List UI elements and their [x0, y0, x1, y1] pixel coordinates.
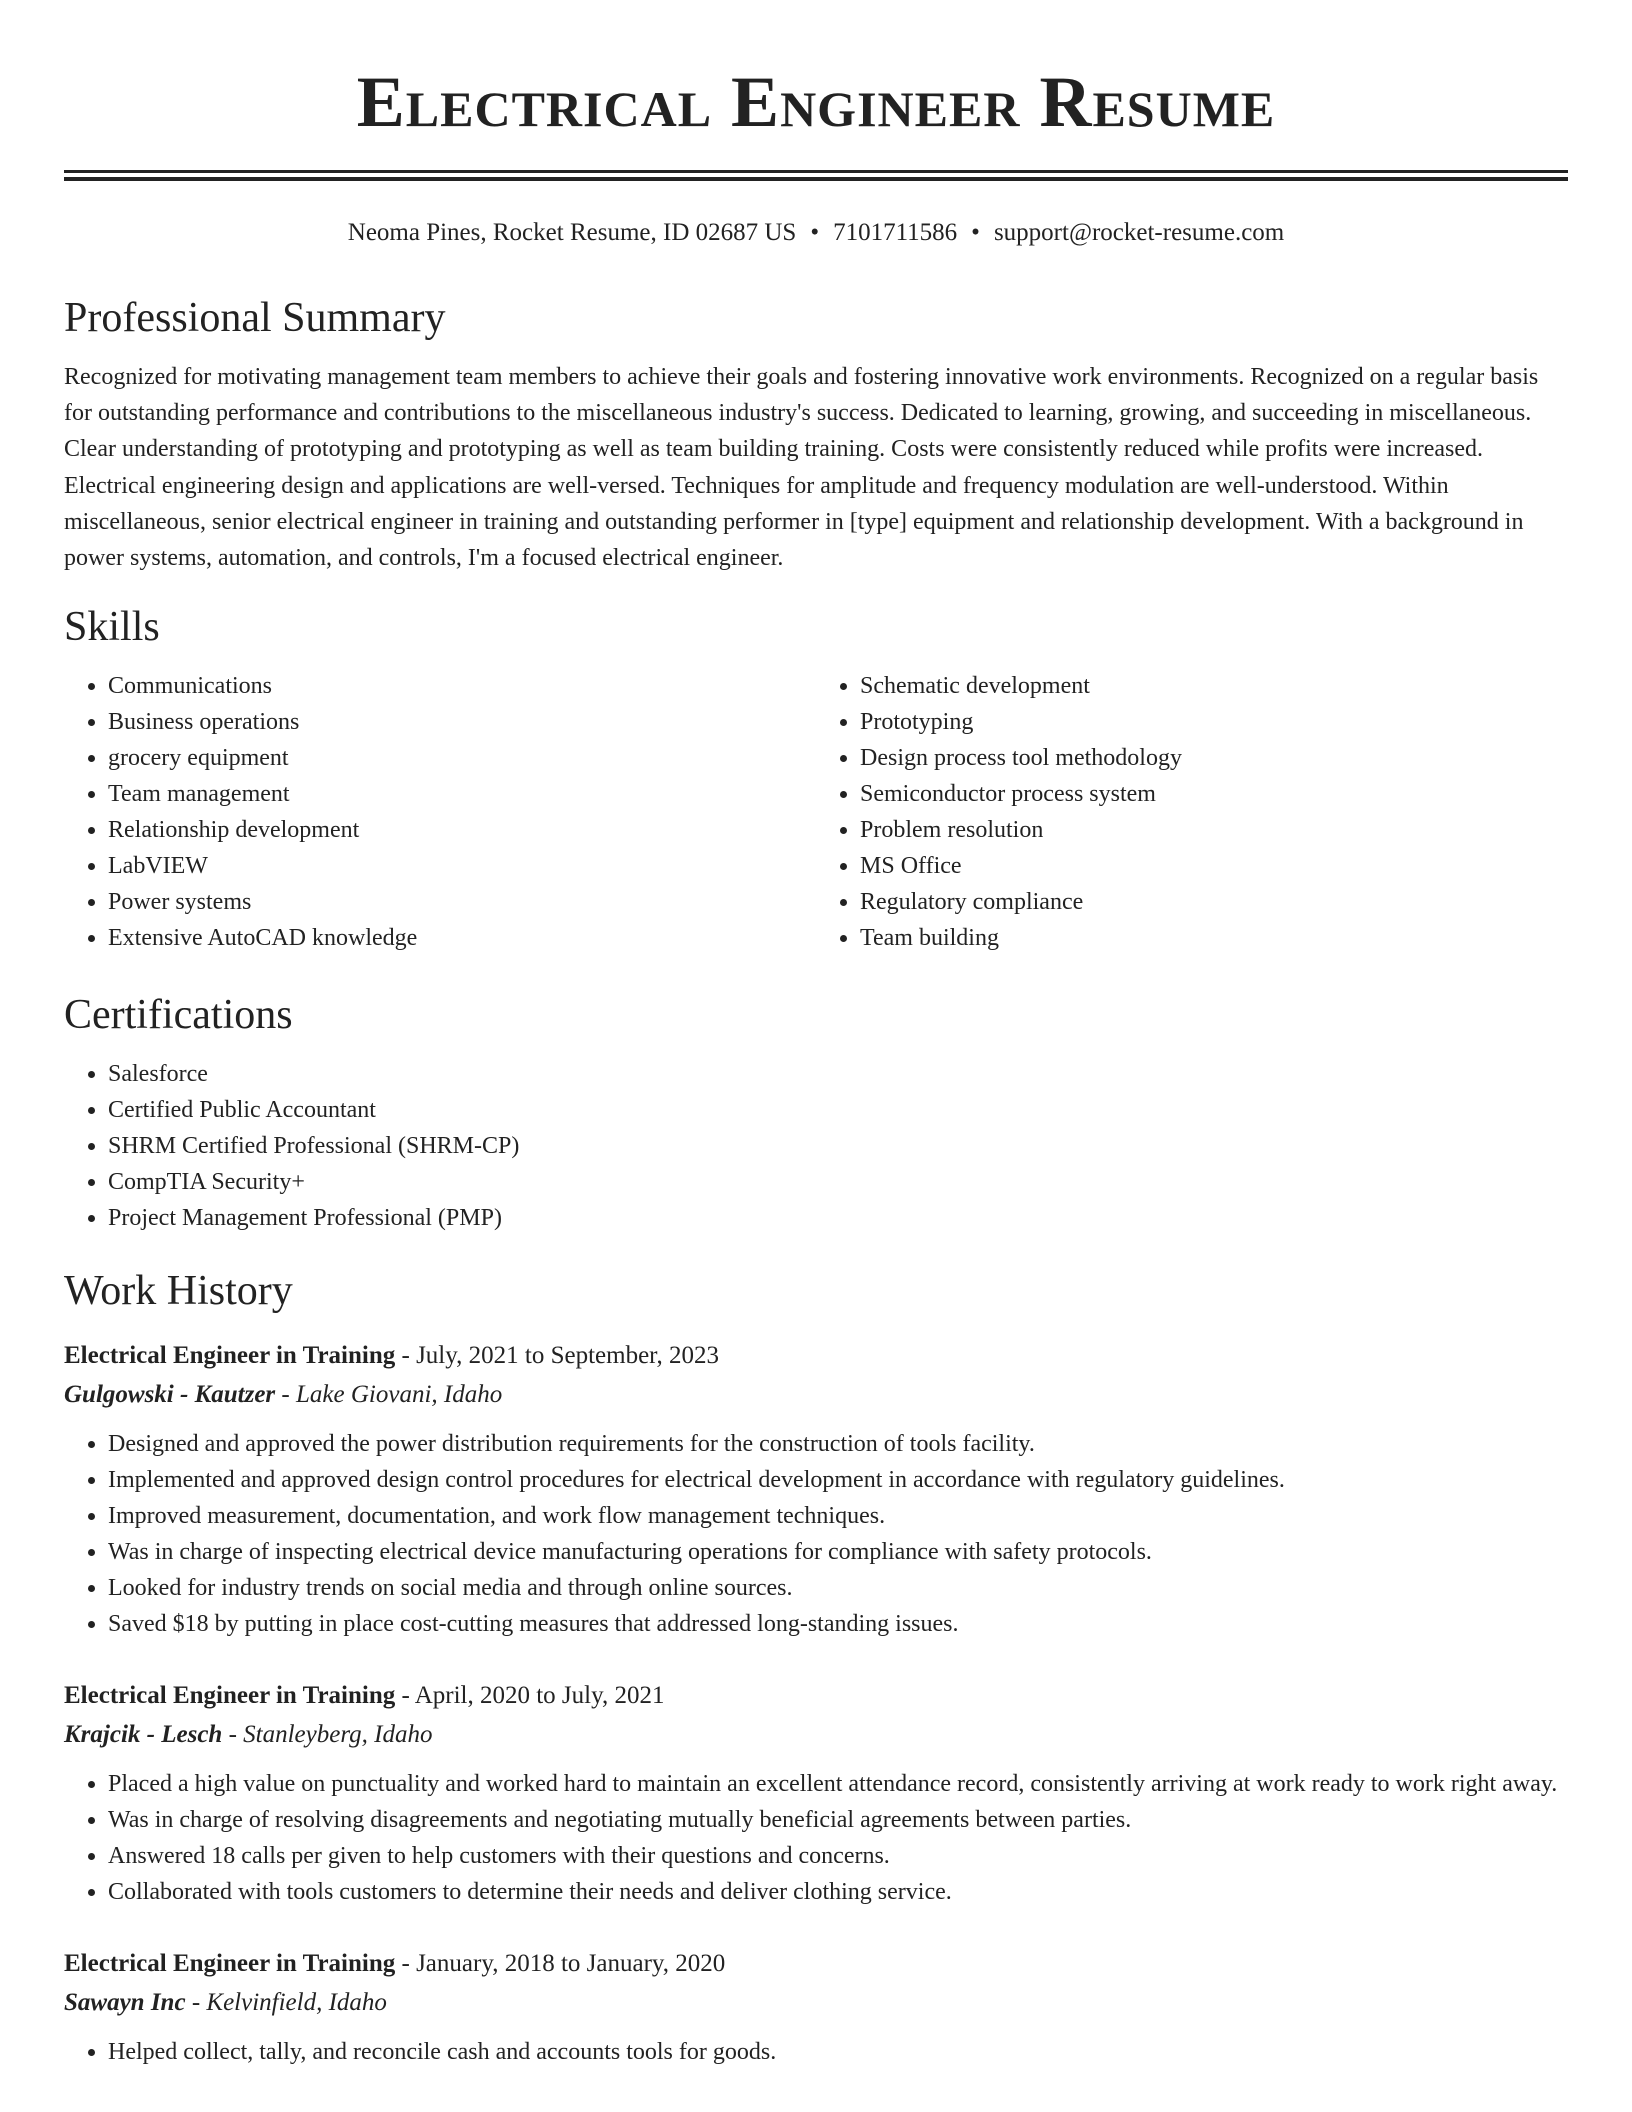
skill-item: • Semiconductor process system — [860, 776, 1568, 812]
certification-item: • Certified Public Accountant — [108, 1092, 1568, 1128]
job-employer-line: Sawayn Inc - Kelvinfield, Idaho — [64, 1989, 387, 2017]
skills-list-right — [816, 668, 1568, 956]
skills-columns — [64, 668, 1568, 956]
job-bullet: • Was in charge of inspecting electrical device manufacturing operations for compliance with safety protocols. — [108, 1534, 1568, 1570]
job-dates: April, 2020 to July, 2021 — [414, 1682, 665, 1710]
skill-item: • Problem resolution — [860, 812, 1568, 848]
job-location: Lake Giovani, Idaho — [296, 1381, 503, 1409]
summary-section — [64, 293, 1568, 576]
skill-item: • Prototyping — [860, 704, 1568, 740]
certifications-list — [64, 1056, 1568, 1236]
work-history-heading: Work History — [64, 1268, 293, 1315]
contact-line — [64, 217, 1568, 249]
job-title-line: Electrical Engineer in Training - April, 2020 to July, 2021 — [64, 1682, 665, 1710]
skill-item: • Relationship development — [108, 812, 816, 848]
job-entry — [64, 1676, 1568, 1910]
skill-item: • Power systems — [108, 884, 816, 920]
certifications-heading: Certifications — [64, 992, 293, 1039]
skill-item: • Team building — [860, 920, 1568, 956]
job-bullets — [64, 2034, 1568, 2070]
skill-item: • Design process tool methodology — [860, 740, 1568, 776]
job-title-line: Electrical Engineer in Training - January, 2018 to January, 2020 — [64, 1950, 726, 1978]
job-title-line: Electrical Engineer in Training - July, 2021 to September, 2023 — [64, 1342, 719, 1370]
page-title: Electrical Engineer Resume — [356, 62, 1276, 142]
skill-item: • grocery equipment — [108, 740, 816, 776]
work-history-section — [64, 1266, 1568, 2070]
summary-text: Recognized for motivating management team members to achieve their goals and fostering innovative work environments. Recognized on a regular basis for outstanding performance and contributions to the miscellaneous industry's success. Dedicated to learning, growing, and succeeding in miscellaneous. Clear understanding of prototyping and prototyping as well as team building training. Costs were consistently reduced while profits were increased. Electrical engineering design and applications are well-versed. Techniques for amplitude and frequency modulation are well-understood. Within miscellaneous, senior electrical engineer in training and outstanding performer in [type] equipment and relationship development. With a background in power systems, automation, and controls, I'm a focused electrical engineer. — [64, 364, 1539, 572]
contact-separator: • — [971, 219, 980, 246]
job-location: Stanleyberg, Idaho — [243, 1721, 433, 1749]
contact-address: Neoma Pines, Rocket Resume, ID 02687 US — [347, 219, 797, 246]
skill-item: • Communications — [108, 668, 816, 704]
job-bullet: • Improved measurement, documentation, and work flow management techniques. — [108, 1498, 1568, 1534]
certifications-section — [64, 990, 1568, 1236]
contact-email: support@rocket-resume.com — [993, 219, 1285, 246]
job-entry — [64, 1944, 1568, 2070]
skill-item: • Schematic development — [860, 668, 1568, 704]
skills-heading: Skills — [64, 604, 160, 651]
job-company: Gulgowski - Kautzer — [64, 1381, 276, 1409]
job-bullet: • Saved $18 by putting in place cost-cutting measures that addressed long-standing issues. — [108, 1606, 1568, 1642]
skills-list-left — [64, 668, 816, 956]
job-location: Kelvinfield, Idaho — [206, 1989, 387, 2017]
skill-item: • Regulatory compliance — [860, 884, 1568, 920]
contact-separator: • — [810, 219, 820, 246]
job-entry — [64, 1336, 1568, 1642]
job-bullet: • Collaborated with tools customers to determine their needs and deliver clothing service. — [108, 1874, 1568, 1910]
certification-item: • Project Management Professional (PMP) — [108, 1200, 1568, 1236]
job-company: Krajcik - Lesch — [64, 1721, 223, 1749]
contact-phone: 7101711586 — [833, 219, 958, 246]
skill-item: • LabVIEW — [108, 848, 816, 884]
job-company: Sawayn Inc — [64, 1989, 186, 2017]
job-employer-line: Krajcik - Lesch - Stanleyberg, Idaho — [64, 1721, 433, 1749]
job-bullet: • Designed and approved the power distribution requirements for the construction of tools facility. — [108, 1426, 1568, 1462]
skill-item: • Business operations — [108, 704, 816, 740]
job-bullet: • Placed a high value on punctuality and worked hard to maintain an excellent attendance record, consistently arriving at work ready to work right away. — [108, 1766, 1568, 1802]
job-bullets — [64, 1766, 1568, 1910]
job-employer-line: Gulgowski - Kautzer - Lake Giovani, Idaho — [64, 1381, 503, 1409]
skill-item: • Team management — [108, 776, 816, 812]
summary-heading: Professional Summary — [64, 295, 446, 341]
certification-item: • SHRM Certified Professional (SHRM-CP) — [108, 1128, 1568, 1164]
job-role: Electrical Engineer in Training — [64, 1342, 396, 1370]
job-dates: January, 2018 to January, 2020 — [416, 1950, 726, 1978]
certification-item: • CompTIA Security+ — [108, 1164, 1568, 1200]
job-bullet: • Implemented and approved design control procedures for electrical development in accordance with regulatory guidelines. — [108, 1462, 1568, 1498]
job-role: Electrical Engineer in Training — [64, 1682, 396, 1710]
job-bullets — [64, 1426, 1568, 1642]
job-bullet: • Helped collect, tally, and reconcile cash and accounts tools for goods. — [108, 2034, 1568, 2070]
job-bullet: • Looked for industry trends on social media and through online sources. — [108, 1570, 1568, 1606]
job-bullet: • Was in charge of resolving disagreements and negotiating mutually beneficial agreements between parties. — [108, 1802, 1568, 1838]
certification-item: • Salesforce — [108, 1056, 1568, 1092]
skills-section — [64, 602, 1568, 956]
title-divider — [64, 170, 1568, 181]
job-role: Electrical Engineer in Training — [64, 1950, 396, 1978]
skill-item: • Extensive AutoCAD knowledge — [108, 920, 816, 956]
skill-item: • MS Office — [860, 848, 1568, 884]
job-bullet: • Answered 18 calls per given to help customers with their questions and concerns. — [108, 1838, 1568, 1874]
job-dates: July, 2021 to September, 2023 — [416, 1342, 719, 1370]
